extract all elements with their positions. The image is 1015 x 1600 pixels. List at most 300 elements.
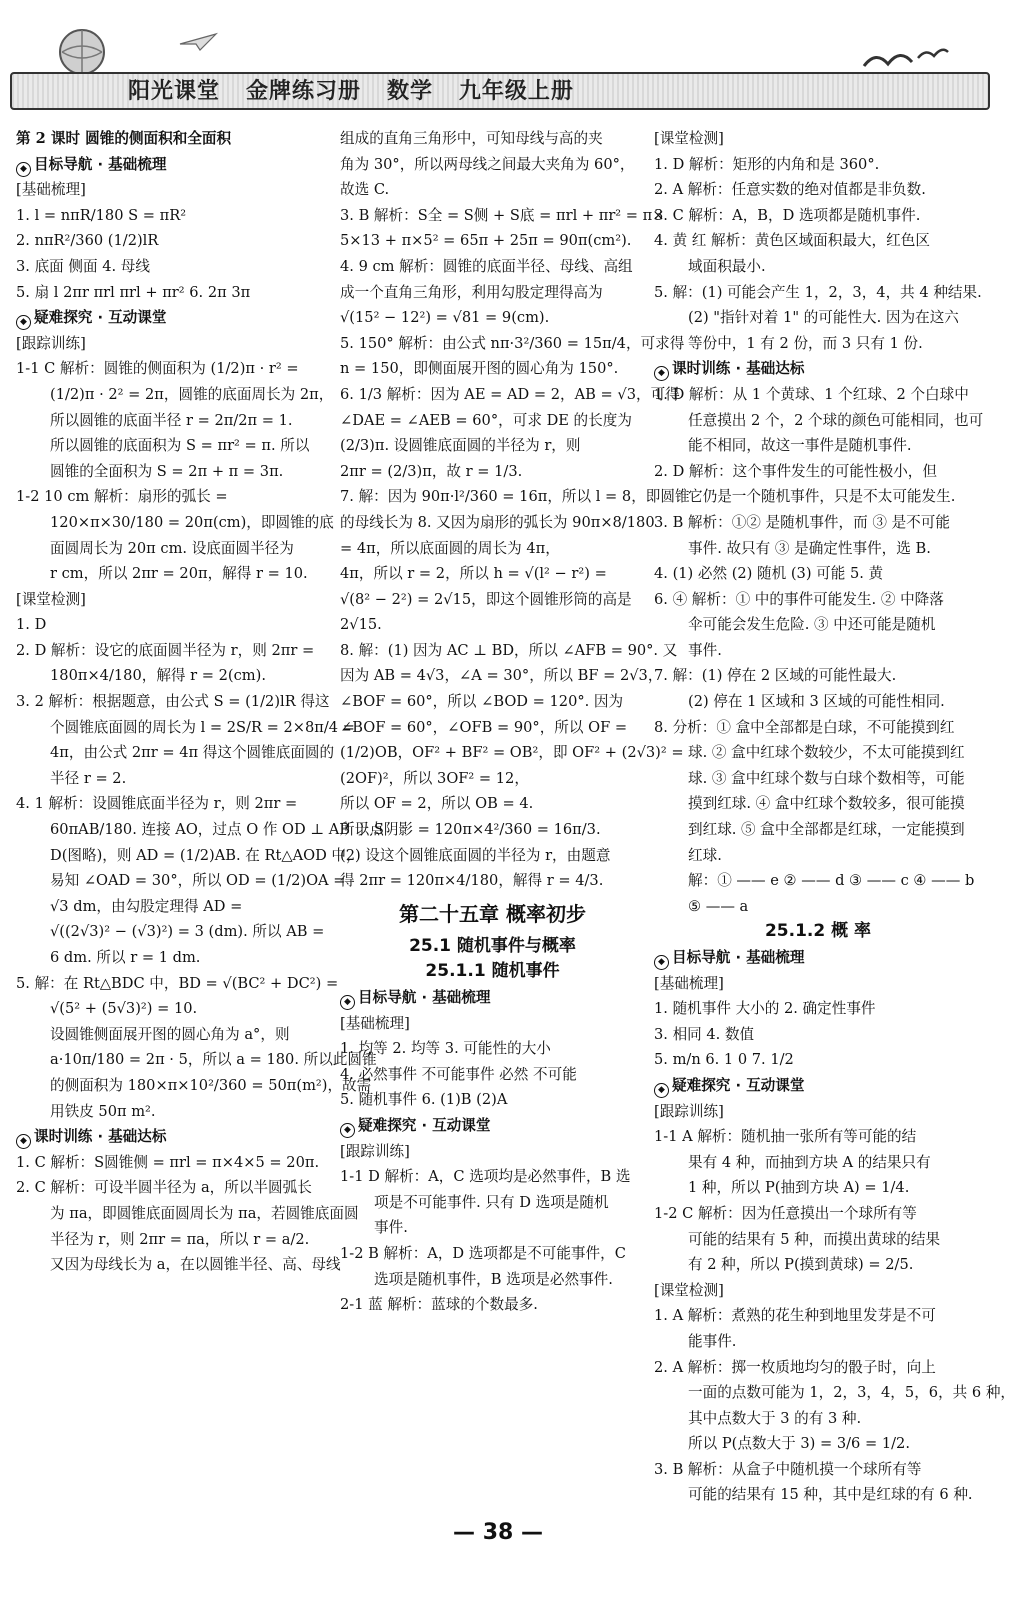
section-marker-icon: ◆ (654, 955, 669, 970)
text-line (340, 1292, 645, 1318)
line-text: (1/2)π · 2² = 2π，圆锥的底面周长为 2π， (50, 385, 334, 403)
line-text: 1 种，所以 P(抽到方块 A) = 1/4. (688, 1179, 910, 1197)
line-text: (2/3)π. 设圆锥底面圆的半径为 r，则 (340, 437, 581, 455)
text-line (654, 1022, 982, 1048)
line-text: 所以圆锥的底面半径 r = 2π/2π = 1. (50, 411, 293, 429)
line-text: 红球. (688, 846, 722, 864)
text-line (340, 536, 645, 562)
section-heading (654, 356, 982, 382)
text-line (16, 740, 335, 766)
line-text: 5. 解：在 Rt△BDC 中，BD = √(BC² + DC²) = (16, 974, 339, 992)
text-line (16, 203, 326, 229)
text-line (654, 280, 982, 306)
line-text: 能不相同，故这一事件是随机事件. (688, 437, 912, 455)
text-line (16, 1022, 326, 1048)
text-line (340, 1164, 645, 1190)
text-line (654, 126, 982, 152)
line-text: 2. D 解析：设它的底面圆半径为 r，则 2πr = (16, 641, 315, 659)
line-text: ∠DAE = ∠AEB = 60°，可求 DE 的长度为 (340, 411, 632, 429)
text-line (16, 1150, 326, 1176)
text-line (654, 1201, 982, 1227)
line-text: √(8² − 2²) = 2√15，即这个圆锥形筒的高是 (340, 590, 632, 608)
text-line (340, 408, 645, 434)
line-text: 8. 解：(1) 因为 AC ⊥ BD，所以 ∠AFB = 90°. 又 (340, 641, 678, 659)
text-line (654, 1175, 982, 1201)
line-text: 因为 AB = 4√3，∠A = 30°，所以 BF = 2√3， (340, 667, 663, 685)
line-text: 第二十五章 概率初步 (399, 901, 586, 926)
text-line (654, 894, 982, 920)
line-text: [基础梳理] (654, 974, 724, 992)
line-text: √(15² − 12²) = √81 = 9(cm). (340, 309, 550, 327)
line-text: 2. C 解析：可设半圆半径为 a，所以半圆弧长 (16, 1179, 312, 1197)
line-text: 5. 随机事件 6. (1)B (2)A (340, 1091, 508, 1109)
line-text: 4. 必然事件 不可能事件 必然 不可能 (340, 1065, 577, 1083)
page-number: — 38 — (453, 1520, 543, 1545)
text-line (654, 689, 982, 715)
section-heading (16, 152, 326, 178)
line-text: 1-1 D 解析：A，C 选项均是必然事件，B 选 (340, 1168, 631, 1186)
line-text: 伞可能会发生危险. ③ 中还可能是随机 (688, 616, 936, 634)
text-line (340, 1215, 645, 1241)
text-line (654, 843, 982, 869)
line-text: [课堂检测] (654, 130, 724, 147)
text-line (16, 663, 326, 689)
line-text: 4π，所以 r = 2，所以 h = √(l² − r²) = (340, 565, 607, 583)
text-line (340, 459, 645, 485)
line-text: ∠BOF = 60°，∠OFB = 90°，所以 OF = (340, 718, 628, 736)
line-text: 5×13 + π×5² = 65π + 25π = 90π(cm²). (340, 232, 632, 250)
text-line (340, 1190, 645, 1216)
text-line (340, 433, 645, 459)
line-text: 所以圆锥的底面积为 S = πr² = π. 所以 (50, 437, 310, 455)
text-line (340, 254, 645, 280)
text-line (16, 126, 326, 152)
line-text: 3. B 解析：①② 是随机事件，而 ③ 是不可能 (654, 513, 950, 531)
line-text: 1. A 解析：煮熟的花生种到地里发芽是不可 (654, 1307, 936, 1325)
section-heading (340, 985, 645, 1011)
text-line (340, 305, 645, 331)
line-text: (2) 停在 1 区域和 3 区域的可能性相同. (688, 693, 945, 711)
text-line (340, 152, 645, 178)
page-header (0, 0, 996, 112)
text-line (340, 1139, 645, 1165)
section-marker-icon: ◆ (16, 162, 31, 177)
line-text: 1-2 10 cm 解析：扇形的弧长 = (16, 488, 228, 506)
line-text: 所以 P(点数大于 3) = 3/6 = 1/2. (688, 1435, 910, 1453)
line-text: 所以 S阴影 = 120π×4²/360 = 16π/3. (340, 821, 601, 839)
line-text: √3 dm，由勾股定理得 AD = (50, 897, 243, 915)
text-line (340, 484, 690, 510)
text-line (16, 356, 326, 382)
text-line (654, 791, 982, 817)
line-text: 1-1 A 解析：随机抽一张所有等可能的结 (654, 1128, 917, 1146)
line-text: ⑤ —— a (688, 897, 749, 915)
line-text: (2) 设这个圆锥底面圆的半径为 r，由题意 (340, 846, 611, 864)
line-text: √(5² + (5√3)²) = 10. (50, 1000, 198, 1018)
line-text: 25.1.2 概 率 (764, 921, 872, 942)
line-text: 3. B 解析：S全 = S侧 + S底 = πrl + πr² = π× (340, 206, 665, 224)
line-text: 5. 扇 l 2πr πrl πrl + πr² 6. 2π 3π (16, 283, 251, 301)
text-line (340, 1241, 645, 1267)
line-text: 半径 r = 2. (50, 769, 127, 787)
line-text: 1. D 解析：从 1 个黄球、1 个红球、2 个白球中 (654, 385, 969, 403)
text-line (654, 663, 982, 689)
line-text: (2OF)²，所以 3OF² = 12， (340, 769, 529, 787)
line-text: 设圆锥侧面展开图的圆心角为 a°，则 (50, 1025, 290, 1043)
line-text: 组成的直角三角形中，可知母线与高的夹 (340, 130, 603, 147)
line-text: 2. A 解析：任意实数的绝对值都是非负数. (654, 181, 926, 199)
line-text: 选项是随机事件，B 选项是必然事件. (374, 1270, 613, 1288)
text-line (654, 152, 982, 178)
text-line (654, 228, 982, 254)
line-text: 半径为 r，则 2πr = πa，所以 r = a/2. (50, 1230, 310, 1248)
line-text: 目标导航 · 基础梳理 (672, 949, 805, 966)
line-text: a·10π/180 = 2π · 5，所以 a = 180. 所以此圆锥 (50, 1051, 377, 1069)
text-line (16, 484, 326, 510)
line-text: 故选 C. (340, 181, 390, 199)
line-text: 6 dm. 所以 r = 1 dm. (50, 949, 201, 966)
text-line (16, 228, 326, 254)
line-text: D(图略)，则 AD = (1/2)AB. 在 Rt△AOD 中， (50, 846, 361, 864)
text-line (340, 126, 645, 152)
text-line (16, 843, 361, 869)
text-line (654, 766, 982, 792)
text-line (16, 715, 355, 741)
line-text: 面圆周长为 20π cm. 设底面圆半径为 (50, 539, 294, 557)
line-text: 课时训练 · 基础达标 (672, 360, 805, 378)
text-line (340, 510, 655, 536)
text-line (16, 1047, 377, 1073)
text-line (340, 228, 645, 254)
text-line (654, 1482, 982, 1508)
line-text: 一面的点数可能为 1，2，3，4，5，6，共 6 种， (688, 1384, 1015, 1402)
line-text: 又因为母线长为 a，在以圆锥半径、高、母线 (50, 1256, 341, 1274)
line-text: 疑难探究 · 互动课堂 (672, 1076, 805, 1094)
section-marker-icon: ◆ (340, 995, 355, 1010)
text-line (16, 510, 334, 536)
text-line (654, 408, 982, 434)
line-text: [基础梳理] (16, 181, 86, 199)
text-line (16, 331, 326, 357)
text-line (16, 1201, 359, 1227)
right-column (654, 126, 1015, 1508)
line-text: [基础梳理] (340, 1014, 410, 1032)
line-text: 1. D (16, 616, 47, 634)
text-line (16, 791, 326, 817)
text-line (654, 1303, 982, 1329)
section-heading (16, 305, 326, 331)
line-text: 易知 ∠OAD = 30°，所以 OD = (1/2)OA = (50, 872, 346, 890)
text-line (16, 408, 326, 434)
text-line (340, 1087, 645, 1113)
section-marker-icon: ◆ (654, 366, 669, 381)
text-line (16, 919, 326, 945)
text-line (340, 1267, 645, 1293)
line-text: 4. 黄 红 解析：黄色区域面积最大，红色区 (654, 232, 930, 250)
text-line (16, 433, 326, 459)
line-text: 3. 2 解析：根据题意，由公式 S = (1/2)lR 得这 (16, 693, 330, 711)
text-line (16, 638, 326, 664)
line-text: 摸到红球. ④ 盒中红球个数较多，很可能摸 (688, 795, 965, 813)
line-text: 5. 解：(1) 可能会产生 1，2，3，4，共 4 种结果. (654, 283, 982, 301)
paper-plane-icon (178, 32, 218, 52)
text-line (340, 331, 685, 357)
text-line (654, 715, 982, 741)
line-text: 疑难探究 · 互动课堂 (34, 309, 167, 327)
line-text: 120×π×30/180 = 20π(cm)，即圆锥的底 (50, 513, 334, 531)
text-line (654, 561, 982, 587)
line-text: 5. m/n 6. 1 0 7. 1/2 (654, 1051, 794, 1069)
text-line (340, 587, 645, 613)
section-marker-icon: ◆ (16, 315, 31, 330)
text-line (340, 894, 645, 934)
text-line (654, 996, 982, 1022)
text-line (340, 715, 645, 741)
text-line (340, 177, 645, 203)
text-line (16, 459, 326, 485)
text-line (654, 459, 982, 485)
text-line (654, 1406, 982, 1432)
text-line (340, 1062, 645, 1088)
text-line (16, 587, 326, 613)
line-text: 项是不可能事件. 只有 D 选项是随机 (374, 1193, 609, 1211)
line-text: 2. D 解析：这个事件发生的可能性极小，但 (654, 462, 937, 480)
line-text: 1-1 C 解析：圆锥的侧面积为 (1/2)π · r² = (16, 360, 299, 378)
section-heading (340, 1113, 645, 1139)
line-text: 的母线长为 8. 又因为扇形的弧长为 90π×8/180 (340, 513, 655, 531)
section-marker-icon: ◆ (340, 1123, 355, 1138)
text-line (340, 791, 645, 817)
text-line (654, 254, 982, 280)
text-line (654, 971, 982, 997)
line-text: 能事件. (688, 1332, 737, 1350)
text-line (16, 689, 330, 715)
line-text: 2-1 蓝 解析：蓝球的个数最多. (340, 1296, 538, 1314)
section-heading (16, 1124, 326, 1150)
text-line (16, 945, 326, 971)
text-line (654, 305, 982, 331)
line-text: [课堂检测] (16, 590, 86, 608)
line-text: 2. A 解析：掷一枚质地均匀的骰子时，向上 (654, 1358, 936, 1376)
text-line (16, 612, 326, 638)
line-text: [课堂检测] (654, 1281, 724, 1299)
text-line (654, 177, 982, 203)
text-line (654, 1431, 982, 1457)
line-text: 6. 1/3 解析：因为 AE = AD = 2，AB = √3，可得 (340, 385, 680, 403)
line-text: 它仍是一个随机事件，只是不太可能发生. (688, 488, 956, 506)
text-line (340, 356, 645, 382)
text-line (16, 1227, 326, 1253)
line-text: n = 150，即侧面展开图的圆心角为 150°. (340, 360, 619, 378)
text-line (16, 817, 384, 843)
line-text: 7. 解：(1) 停在 2 区域的可能性最大. (654, 667, 897, 685)
line-text: 任意摸出 2 个，2 个球的颜色可能相同，也可 (688, 411, 984, 429)
line-text: 所以 OF = 2，所以 OB = 4. (340, 795, 534, 813)
text-line (340, 934, 645, 960)
line-text: 4π，由公式 2πr = 4π 得这个圆锥底面圆的 (50, 744, 335, 762)
line-text: 到红球. ⑤ 盒中全部都是红球，一定能摸到 (688, 821, 965, 839)
text-line (654, 612, 982, 638)
text-line (340, 382, 680, 408)
text-line (654, 1047, 982, 1073)
birds-icon (860, 40, 950, 80)
line-text: 1-2 C 解析：因为任意摸出一个球所有等 (654, 1204, 917, 1222)
text-line (340, 843, 645, 869)
line-text: 1. 均等 2. 均等 3. 可能性的大小 (340, 1040, 551, 1058)
text-line (654, 203, 982, 229)
line-text: [跟踪训练] (340, 1142, 410, 1160)
line-text: 球. ③ 盒中红球个数与白球个数相等，可能 (688, 769, 965, 787)
line-text: 课时训练 · 基础达标 (34, 1128, 167, 1146)
line-text: 成一个直角三角形，利用勾股定理得高为 (340, 283, 603, 301)
text-line (16, 561, 326, 587)
line-text: 事件. 故只有 ③ 是确定性事件，选 B. (688, 539, 931, 557)
line-text: (2) "指针对着 1" 的可能性大. 因为在这六 (688, 309, 959, 327)
line-text: 果有 4 种，而抽到方块 A 的结果只有 (688, 1153, 931, 1171)
text-line (654, 1252, 982, 1278)
line-text: 1. C 解析：S圆锥侧 = πrl = π×4×5 = 20π. (16, 1153, 320, 1171)
line-text: 25.1.1 随机事件 (425, 961, 560, 982)
line-text: 1. D 解析：矩形的内角和是 360°. (654, 155, 880, 173)
line-text: 3. 相同 4. 数值 (654, 1025, 755, 1043)
line-text: ∠BOF = 60°，所以 ∠BOD = 120°. 因为 (340, 693, 624, 711)
line-text: 1. 随机事件 大小的 2. 确定性事件 (654, 1000, 876, 1018)
text-line (16, 254, 326, 280)
text-line (340, 766, 645, 792)
line-text: 事件. (688, 641, 722, 659)
line-text: 4. 1 解析：设圆锥底面半径为 r，则 2πr = (16, 795, 298, 813)
line-text: 的侧面积为 180×π×10²/360 = 50π(m²)，故需 (50, 1076, 372, 1094)
text-line (340, 868, 645, 894)
text-line (654, 433, 982, 459)
text-line (340, 612, 645, 638)
line-text: 目标导航 · 基础梳理 (358, 989, 491, 1006)
line-text: 180π×4/180，解得 r = 2(cm). (50, 667, 266, 685)
line-text: 有 2 种，所以 P(摸到黄球) = 2/5. (688, 1256, 914, 1274)
text-line (654, 919, 982, 945)
text-line (16, 536, 326, 562)
line-text: 1. l = nπR/180 S = πR² (16, 206, 187, 224)
line-text: 个圆锥底面圆的周长为 l = 2S/R = 2×8π/4 = (50, 718, 355, 736)
line-text: 圆锥的全面积为 S = 2π + π = 3π. (50, 462, 284, 480)
line-text: 疑难探究 · 互动课堂 (358, 1116, 491, 1134)
text-line (654, 817, 982, 843)
text-line (654, 868, 982, 894)
line-text: [跟踪训练] (16, 334, 86, 352)
line-text: 3. 底面 侧面 4. 母线 (16, 257, 150, 275)
line-text: 第 2 课时 圆锥的侧面积和全面积 (16, 130, 232, 147)
section-heading (654, 945, 982, 971)
line-text: 其中点数大于 3 的有 3 种. (688, 1409, 862, 1427)
text-line (340, 740, 684, 766)
text-line (340, 817, 645, 843)
text-line (340, 203, 665, 229)
line-text: 7. 解：因为 90π·l²/360 = 16π，所以 l = 8，即圆锥 (340, 488, 690, 506)
line-text: 可能的结果有 15 种，其中是红球的有 6 种. (688, 1486, 973, 1504)
line-text: 2πr = (2/3)π，故 r = 1/3. (340, 462, 523, 480)
line-text: 域面积最小. (688, 257, 766, 275)
text-line (654, 510, 982, 536)
line-text: 球. ② 盒中红球个数较少，不太可能摸到红 (688, 744, 965, 762)
line-text: 25.1 随机事件与概率 (409, 935, 576, 956)
text-line (654, 1380, 1015, 1406)
line-text: 用铁皮 50π m². (50, 1102, 156, 1120)
text-line (340, 561, 645, 587)
text-line (654, 331, 982, 357)
line-text: 4. (1) 必然 (2) 随机 (3) 可能 5. 黄 (654, 565, 884, 583)
line-text: 目标导航 · 基础梳理 (34, 155, 167, 173)
line-text: 2√15. (340, 616, 382, 634)
section-marker-icon: ◆ (16, 1134, 31, 1149)
line-text: 3. C 解析：A，B，D 选项都是随机事件. (654, 206, 921, 224)
line-text: (1/2)OB，OF² + BF² = OB²，即 OF² + (2√3)² = (340, 744, 684, 762)
text-line (340, 638, 678, 664)
text-line (16, 1252, 341, 1278)
line-text: 4. 9 cm 解析：圆锥的底面半径、母线、高组 (340, 257, 633, 275)
text-line (654, 740, 982, 766)
text-line (654, 1099, 982, 1125)
line-text: 角为 30°，所以两母线之间最大夹角为 60°， (340, 155, 635, 173)
line-text: 事件. (374, 1219, 408, 1237)
text-line (16, 382, 334, 408)
text-line (340, 663, 663, 689)
text-line (654, 536, 982, 562)
text-line (16, 894, 326, 920)
book-title: 阳光课堂 金牌练习册 数学 九年级上册 (128, 79, 574, 104)
line-text: 为 πa，即圆锥底面圆周长为 πa，若圆锥底面圆 (50, 1204, 359, 1222)
text-line (654, 638, 982, 664)
text-line (16, 1175, 326, 1201)
line-text: [跟踪训练] (654, 1102, 724, 1120)
text-line (16, 280, 326, 306)
text-line (654, 382, 982, 408)
text-line (16, 996, 326, 1022)
text-line (654, 1227, 982, 1253)
text-line (654, 1124, 982, 1150)
line-text: 解：① —— e ② —— d ③ —— c ④ —— b (688, 872, 975, 890)
text-line (340, 280, 645, 306)
text-line (16, 766, 326, 792)
text-line (654, 587, 982, 613)
line-text: 可能的结果有 5 种，而摸出黄球的结果 (688, 1230, 941, 1248)
text-line (654, 1457, 982, 1483)
line-text: = 4π，所以底面圆的周长为 4π， (340, 539, 560, 557)
line-text: 等份中，1 有 2 份，而 3 只有 1 份. (688, 334, 923, 352)
text-line (340, 1036, 645, 1062)
text-line (654, 1278, 982, 1304)
text-line (654, 1355, 982, 1381)
text-line (340, 959, 645, 985)
line-text: 8. 分析：① 盒中全部都是白球，不可能摸到红 (654, 718, 955, 736)
line-text: 60πAB/180. 连接 AO，过点 O 作 OD ⊥ AB 于点 (50, 821, 384, 839)
line-text: r cm，所以 2πr = 20π，解得 r = 10. (50, 565, 308, 583)
text-line (16, 1073, 372, 1099)
section-heading (654, 1073, 982, 1099)
line-text: 5. 150° 解析：由公式 nπ·3²/360 = 15π/4，可求得 (340, 334, 685, 352)
text-line (654, 1150, 982, 1176)
text-line (16, 1099, 326, 1125)
section-marker-icon: ◆ (654, 1083, 669, 1098)
text-line (16, 971, 339, 997)
line-text: 1-2 B 解析：A，D 选项都是不可能事件，C (340, 1244, 626, 1262)
text-line (16, 868, 346, 894)
line-text: 3. B 解析：从盒子中随机摸一个球所有等 (654, 1460, 922, 1478)
text-line (340, 689, 645, 715)
text-line (654, 484, 982, 510)
text-line (654, 1329, 982, 1355)
text-line (340, 1011, 645, 1037)
text-line (16, 177, 326, 203)
